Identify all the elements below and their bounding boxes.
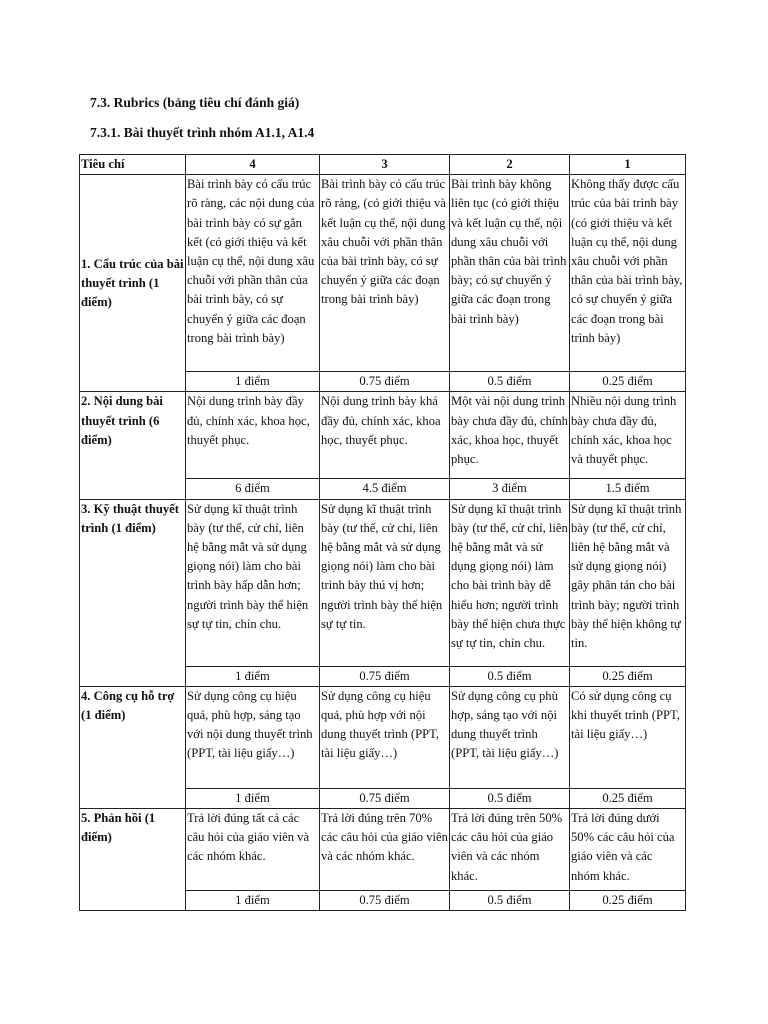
points-cell: 0.25 điểm bbox=[570, 891, 686, 911]
header-score-3: 3 bbox=[320, 155, 450, 175]
points-cell: 0.25 điểm bbox=[570, 788, 686, 808]
points-cell: 3 điểm bbox=[450, 479, 570, 499]
header-score-4: 4 bbox=[186, 155, 320, 175]
table-row bbox=[80, 809, 686, 891]
description-cell: Bài trình bày có cấu trúc rõ ràng, (có giới thiệu và kết luận cụ thể, nội dung xâu chuỗi với phần thân của bài trình bày, có sự chuyển ý giữa các đoạn trong bài trình bày) bbox=[320, 175, 450, 372]
header-score-1: 1 bbox=[570, 155, 686, 175]
description-cell: Một vài nội dung trình bày chưa đầy đủ, chính xác, khoa học, thuyết phục. bbox=[450, 392, 570, 479]
header-criteria: Tiêu chí bbox=[80, 155, 186, 175]
points-cell: 0.75 điểm bbox=[320, 372, 450, 392]
points-cell: 1.5 điểm bbox=[570, 479, 686, 499]
description-cell: Sử dụng kĩ thuật trình bày (tư thế, cử chỉ, liên hệ bằng mắt và sử dụng giọng nói) làm cho bài trình bày hấp dẫn hơn; người trình bày thể hiện sự tự tin, chỉn chu. bbox=[186, 499, 320, 666]
points-cell: 0.75 điểm bbox=[320, 788, 450, 808]
description-cell: Nội dung trình bày khá đầy đủ, chính xác, khoa học, thuyết phục. bbox=[320, 392, 450, 479]
description-cell: Sử dụng công cụ phù hợp, sáng tạo với nội dung thuyết trình (PPT, tài liệu giấy…) bbox=[450, 686, 570, 788]
points-cell: 0.75 điểm bbox=[320, 666, 450, 686]
description-cell: Trả lời đúng dưới 50% các câu hỏi của giáo viên và các nhóm khác. bbox=[570, 809, 686, 891]
description-cell: Trả lời đúng trên 70% các câu hỏi của giáo viên và các nhóm khác. bbox=[320, 809, 450, 891]
rubric-table bbox=[79, 154, 686, 911]
section-title: 7.3. Rubrics (bảng tiêu chí đánh giá) bbox=[90, 95, 300, 110]
points-cell: 0.5 điểm bbox=[450, 891, 570, 911]
criterion-cell: 5. Phản hồi (1 điểm) bbox=[80, 809, 186, 911]
points-cell: 0.5 điểm bbox=[450, 666, 570, 686]
table-header-row bbox=[80, 155, 686, 175]
table-row bbox=[80, 392, 686, 479]
subsection-title: 7.3.1. Bài thuyết trình nhóm A1.1, A1.4 bbox=[90, 125, 315, 140]
table-row bbox=[80, 175, 686, 372]
description-cell: Sử dụng kĩ thuật trình bày (tư thế, cử chỉ, liên hệ bằng mắt và sử dụng giọng nói) làm cho bài trình bày dễ hiểu hơn; người trình bày thể hiện chưa thực sự tự tin, chỉn chu. bbox=[450, 499, 570, 666]
table-row bbox=[80, 686, 686, 788]
header-score-2: 2 bbox=[450, 155, 570, 175]
points-cell: 0.5 điểm bbox=[450, 788, 570, 808]
points-cell: 1 điểm bbox=[186, 788, 320, 808]
points-cell: 0.5 điểm bbox=[450, 372, 570, 392]
criterion-cell: 3. Kỹ thuật thuyết trình (1 điểm) bbox=[80, 499, 186, 686]
description-cell: Bài trình bày không liên tục (có giới thiệu và kết luận cụ thể, nội dung xâu chuỗi với phần thân của bài trình bày; có sự chuyển ý giữa các đoạn trong bài trình bày) bbox=[450, 175, 570, 372]
points-cell: 0.25 điểm bbox=[570, 372, 686, 392]
points-cell: 1 điểm bbox=[186, 666, 320, 686]
description-cell: Trả lời đúng tất cả các câu hỏi của giáo viên và các nhóm khác. bbox=[186, 809, 320, 891]
points-cell: 1 điểm bbox=[186, 891, 320, 911]
points-cell: 4.5 điểm bbox=[320, 479, 450, 499]
description-cell: Nhiều nội dung trình bày chưa đầy đủ, chính xác, khoa học và thuyết phục. bbox=[570, 392, 686, 479]
points-cell: 0.75 điểm bbox=[320, 891, 450, 911]
criterion-cell: 1. Cấu trúc của bài thuyết trình (1 điểm) bbox=[80, 175, 186, 392]
description-cell: Sử dụng công cụ hiệu quả, phù hợp, sáng tạo với nội dung thuyết trình (PPT, tài liệu giấy…) bbox=[186, 686, 320, 788]
points-cell: 1 điểm bbox=[186, 372, 320, 392]
description-cell: Sử dụng công cụ hiệu quả, phù hợp với nội dung thuyết trình (PPT, tài liệu giấy…) bbox=[320, 686, 450, 788]
points-cell: 6 điểm bbox=[186, 479, 320, 499]
description-cell: Sử dụng kĩ thuật trình bày (tư thế, cử chỉ, liên hệ bằng mắt và sử dụng giọng nói) gây phân tán cho bài trình bày; người trình bày thể hiện không tự tin. bbox=[570, 499, 686, 666]
description-cell: Sử dụng kĩ thuật trình bày (tư thế, cử chỉ, liên hệ bằng mắt và sử dụng giọng nói) làm cho bài trình bày thú vị hơn; người trình bày thể hiện sự tự tin. bbox=[320, 499, 450, 666]
description-cell: Bài trình bày có cấu trúc rõ ràng, các nội dung của bài trình bày có sự gắn kết (có giới thiệu và kết luận cụ thể, nội dung xâu chuỗi với phần thân của bài trình bày, có sự chuyển ý giữa các đoạn trong bài trình bày) bbox=[186, 175, 320, 372]
table-row bbox=[80, 499, 686, 666]
points-cell: 0.25 điểm bbox=[570, 666, 686, 686]
description-cell: Trả lời đúng trên 50% các câu hỏi của giáo viên và các nhóm khác. bbox=[450, 809, 570, 891]
description-cell: Nội dung trình bày đầy đủ, chính xác, khoa học, thuyết phục. bbox=[186, 392, 320, 479]
description-cell: Có sử dụng công cụ khi thuyết trình (PPT, tài liệu giấy…) bbox=[570, 686, 686, 788]
description-cell: Không thấy được cấu trúc của bài trình bày (có giới thiệu và kết luận cụ thể, nội dung xâu chuỗi với phần thân của bài trình bày, có sự chuyển ý giữa các đoạn trong bài trình bày) bbox=[570, 175, 686, 372]
criterion-cell: 2. Nội dung bài thuyết trình (6 điểm) bbox=[80, 392, 186, 499]
criterion-cell: 4. Công cụ hỗ trợ (1 điểm) bbox=[80, 686, 186, 808]
